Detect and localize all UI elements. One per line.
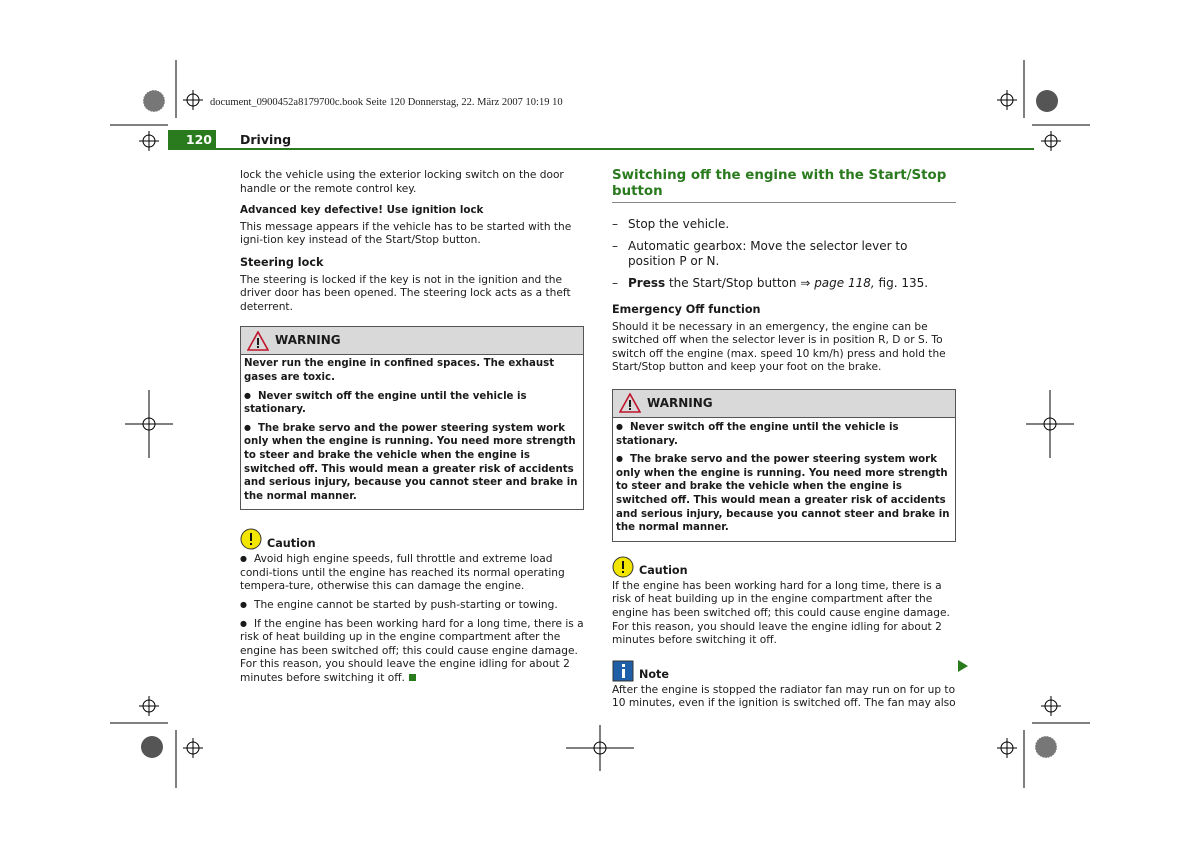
warning-lead: Never run the engine in confined spaces. The exhaust gases are toxic. bbox=[244, 358, 555, 383]
step-item: – Press the Start/Stop button ⇒ page 118, fig. 135. bbox=[612, 276, 929, 290]
right-section-title: Switching off the engine with the Start/Stop button bbox=[612, 168, 956, 203]
print-header: document_0900452a8179700c.book Seite 120 Donnerstag, 22. März 2007 10:19 10 bbox=[210, 97, 563, 108]
step-item: – Stop the vehicle. bbox=[612, 217, 730, 231]
note-label: Note bbox=[639, 668, 669, 682]
key-defective-text: This message appears if the vehicle has to be started with the igni-tion key instead of the Start/Stop button. bbox=[240, 220, 572, 247]
warning-item: ● Never switch off the engine until the vehicle is stationary. bbox=[244, 389, 580, 417]
warning-box-right bbox=[612, 389, 956, 542]
note-text: After the engine is stopped the radiator fan may run on for up to 10 minutes, even if the ignition is switched off. The fan may also bbox=[612, 683, 956, 710]
step-text: Automatic gearbox: Move the selector lever to position P or N. bbox=[628, 239, 908, 268]
caution-label: Caution bbox=[267, 536, 316, 550]
warning-triangle-icon bbox=[247, 331, 269, 351]
left-column bbox=[240, 169, 584, 686]
caution-text: If the engine has been working hard for a long time, there is a risk of heat building up in the engine compartment after the engine has been switched off; this could cause engine damage. For this reason, you should leave the engine idling for about 2 minutes before switching it off. bbox=[612, 579, 950, 647]
warning-header bbox=[241, 327, 583, 355]
page-reference-link[interactable]: page 118, bbox=[814, 276, 875, 290]
caution-item: ● The engine cannot be started by push-starting or towing. bbox=[240, 598, 584, 613]
emergency-off-heading: Emergency Off function bbox=[612, 303, 761, 316]
step-text: Stop the vehicle. bbox=[628, 217, 730, 231]
header-rule bbox=[168, 148, 1034, 150]
warning-label: WARNING bbox=[647, 395, 713, 410]
press-text: the Start/Stop button ⇒ bbox=[665, 276, 815, 290]
intro-paragraph: lock the vehicle using the exterior locking switch on the door handle or the remote control key. bbox=[240, 169, 564, 195]
section-title: Driving bbox=[240, 132, 292, 147]
right-column bbox=[612, 168, 956, 719]
end-of-section-mark bbox=[409, 674, 416, 681]
caution-label: Caution bbox=[639, 564, 688, 578]
caution-item: ● If the engine has been working hard for a long time, there is a risk of heat building up in the engine compartment after the engine has been switched off; this could cause engine damage. For this reason, you should leave the engine idling for about 2 minutes before switching it off. bbox=[240, 618, 584, 684]
caution-icon bbox=[240, 528, 262, 550]
note-header bbox=[612, 660, 956, 682]
continue-arrow-icon bbox=[958, 660, 968, 672]
steering-lock-text: The steering is locked if the key is not in the ignition and the driver door has been opened. The steering lock acts as a theft deterrent. bbox=[240, 273, 571, 313]
figure-reference: fig. 135. bbox=[874, 276, 929, 290]
page-number: 120 bbox=[168, 130, 216, 150]
press-word: Press bbox=[628, 276, 666, 290]
caution-header-left bbox=[240, 528, 584, 550]
steering-lock-heading: Steering lock bbox=[240, 255, 324, 269]
warning-item: ● Never switch off the engine until the vehicle is stationary. bbox=[616, 420, 952, 448]
emergency-off-text: Should it be necessary in an emergency, the engine can be switched off when the selector lever is in position R, D or S. To switch off the engine (max. speed 10 km/h) press and hold the Start/Stop button and keep your foot on the brake. bbox=[612, 320, 946, 374]
warning-header bbox=[613, 390, 955, 418]
caution-icon bbox=[612, 556, 634, 578]
warning-item: ● The brake servo and the power steering system work only when the engine is running. You need more strength to steer and brake the vehicle when the engine is switched off. This would mean a greater risk of accidents and serious injury, because you cannot steer and brake in the normal manner. bbox=[616, 452, 952, 535]
info-icon bbox=[612, 660, 634, 682]
warning-box-left bbox=[240, 326, 584, 510]
warning-label: WARNING bbox=[275, 333, 341, 348]
caution-header-right bbox=[612, 556, 956, 578]
step-item: – Automatic gearbox: Move the selector lever to position P or N. bbox=[612, 239, 956, 269]
warning-triangle-icon bbox=[619, 393, 641, 413]
key-defective-heading: Advanced key defective! Use ignition lock bbox=[240, 204, 484, 217]
warning-item: ● The brake servo and the power steering system work only when the engine is running. You need more strength to steer and brake the vehicle when the engine is switched off. This would mean a greater risk of accidents and serious injury, because you cannot steer and brake in the normal manner. bbox=[244, 421, 580, 504]
caution-item: ● Avoid high engine speeds, full throttle and extreme load condi-tions until the engine has reached its normal operating tempera-ture, otherwise this can damage the engine. bbox=[240, 552, 584, 594]
